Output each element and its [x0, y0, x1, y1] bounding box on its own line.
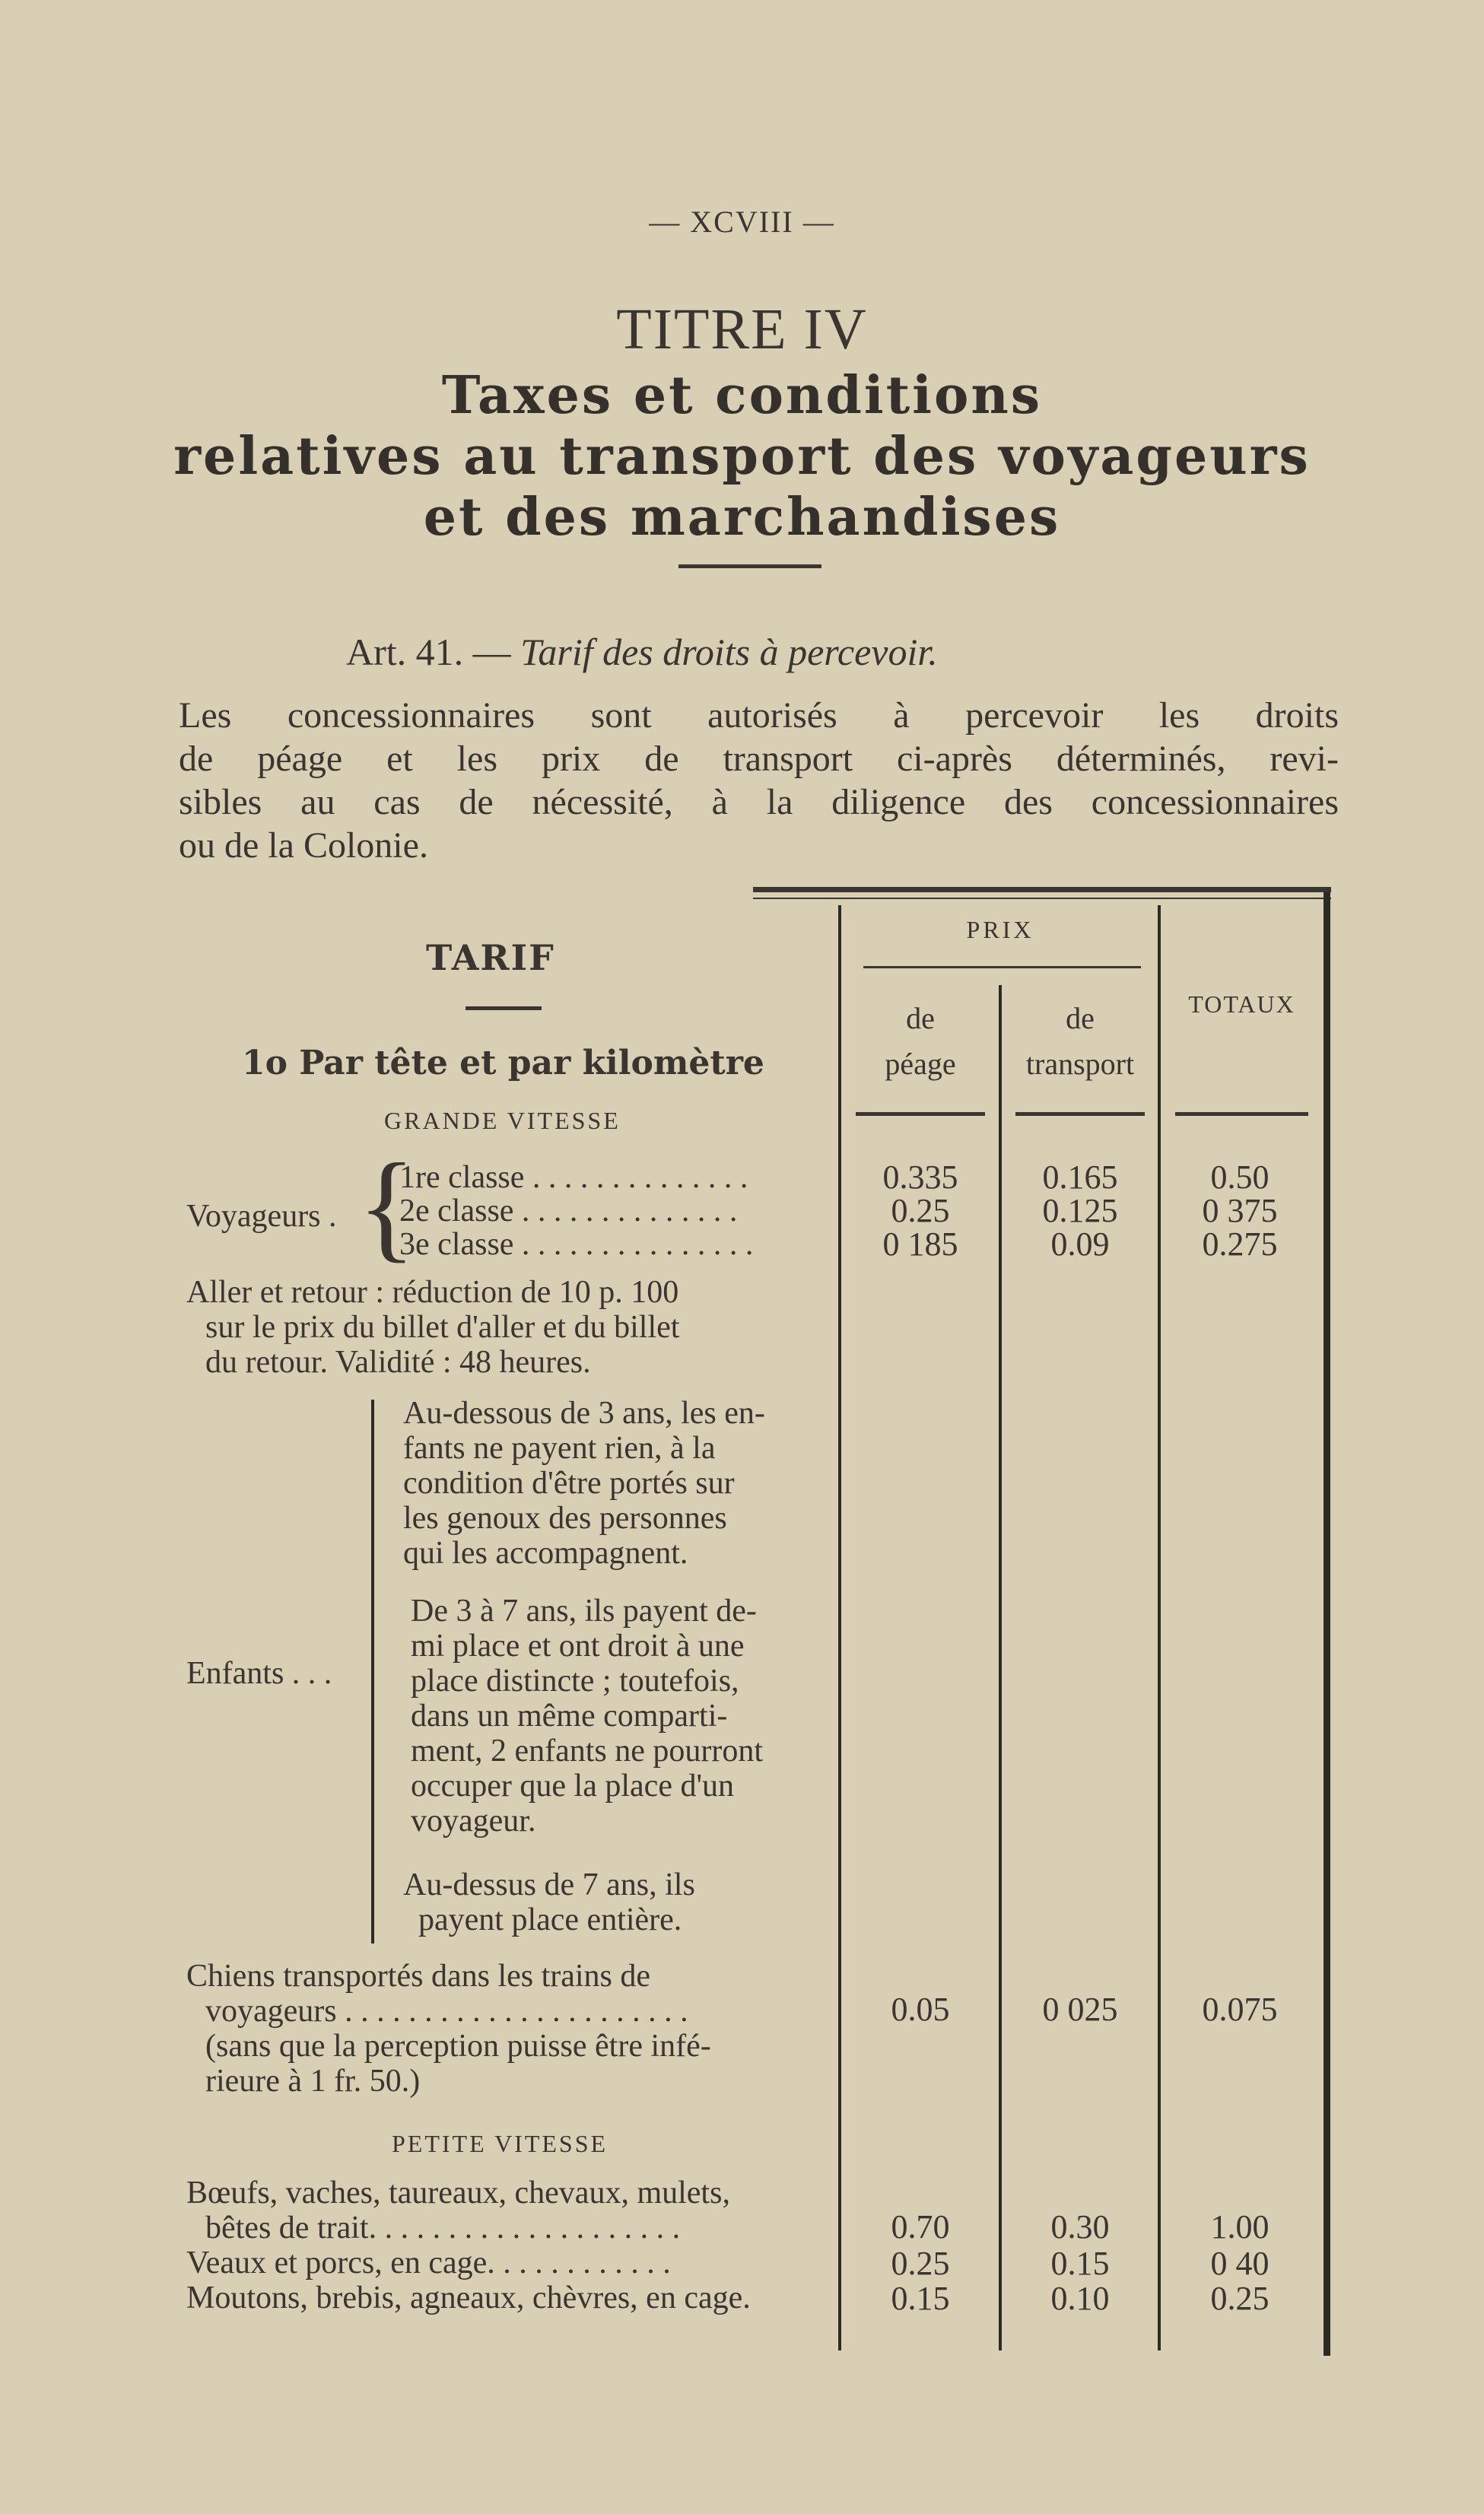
aller-retour-note [186, 1275, 679, 1380]
heading-rule [678, 564, 821, 568]
transport-value: 0.30 [1050, 2208, 1110, 2245]
tarif-rule [466, 1006, 542, 1010]
text-line: Moutons, brebis, agneaux, chèvres, en cage. [186, 2280, 751, 2315]
text-line: les genoux des personnes [403, 1501, 727, 1536]
enfants-label: Enfants . . . [186, 1656, 332, 1691]
note-line: du retour. Validité : 48 heures. [205, 1345, 591, 1380]
peage-header: péage [885, 1047, 956, 1081]
text-line: De 3 à 7 ans, ils payent de- [411, 1594, 757, 1629]
text-line: payent place entière. [418, 1902, 682, 1937]
peage-value: 0.05 [891, 1991, 950, 2028]
text-line: qui les accompagnent. [403, 1536, 688, 1571]
paragraph-line: Les concessionnaires sont autorisés à percevoir les droits [179, 695, 1339, 736]
column-divider [1158, 905, 1161, 2350]
totaux-header: TOTAUX [1188, 990, 1295, 1018]
transport-rule [1015, 1112, 1145, 1116]
totaux-rule [1175, 1112, 1308, 1116]
transport-value: 0.165 [1042, 1158, 1118, 1196]
total-value: 0.275 [1202, 1225, 1278, 1263]
intro-paragraph [179, 694, 1339, 867]
text-line: occuper que la place d'un [411, 1769, 735, 1804]
text-line: ment, 2 enfants ne pourront [411, 1734, 764, 1769]
peage-value: 0.335 [882, 1158, 958, 1196]
heading-line-2: relatives au transport des voyageurs [173, 426, 1311, 487]
petite-row [186, 2176, 730, 2245]
text-line: condition d'être portés sur [403, 1466, 735, 1501]
petite-vitesse-label: PETITE VITESSE [392, 2130, 609, 2157]
transport-de: de [1066, 1001, 1095, 1035]
text-line: fants ne payent rien, à la [403, 1431, 716, 1466]
section-heading: 1o Par tête et par kilomètre [242, 1044, 764, 1082]
paragraph-line: de péage et les prix de transport ci-après déterminés, revi- [179, 739, 1339, 779]
note-line: Aller et retour : réduction de 10 p. 100 [186, 1275, 679, 1310]
enfants-brace [371, 1400, 374, 1944]
text-line: dans un même comparti- [411, 1699, 728, 1734]
enfants-rule-1 [403, 1396, 829, 1571]
total-value: 0 375 [1202, 1192, 1278, 1229]
text-line: Veaux et porcs, en cage. . . . . . . . . . . . [186, 2245, 671, 2280]
prix-rule [863, 966, 1141, 968]
heading-line-3: et des marchandises [423, 487, 1061, 548]
paragraph-line: ou de la Colonie. [179, 825, 428, 866]
article-title [346, 630, 938, 674]
peage-value: 0.70 [891, 2208, 950, 2245]
article-name: Tarif des droits à percevoir. [520, 631, 938, 673]
chiens-row [186, 1959, 711, 2099]
text-line: voyageurs . . . . . . . . . . . . . . . . . . . . . . [205, 1994, 688, 2029]
table-top-rule-thin [753, 898, 1331, 899]
petite-row [186, 2245, 671, 2280]
petite-row [186, 2280, 751, 2315]
transport-value: 0.10 [1050, 2280, 1110, 2317]
tarif-title: TARIF [426, 937, 555, 978]
note-line: sur le prix du billet d'aller et du billet [205, 1310, 680, 1345]
text-line: Bœufs, vaches, taureaux, chevaux, mulets, [186, 2176, 730, 2210]
peage-de: de [906, 1001, 935, 1035]
table-right-border [1324, 892, 1330, 2356]
text-line: rieure à 1 fr. 50.) [205, 2064, 421, 2099]
text-line: mi place et ont droit à une [411, 1629, 745, 1664]
heading-line-1: Taxes et conditions [441, 365, 1043, 426]
titre-heading: TITRE IV [616, 297, 868, 361]
text-line: place distincte ; toutefois, [411, 1664, 739, 1699]
text-line: Chiens transportés dans les trains de [186, 1959, 651, 1994]
peage-value: 0.15 [891, 2280, 950, 2317]
prix-header: PRIX [966, 916, 1034, 943]
total-value: 0.25 [1210, 2280, 1270, 2317]
text-line: bêtes de trait. . . . . . . . . . . . . . . . . . . . [205, 2210, 681, 2245]
voyageurs-label: Voyageurs . [186, 1199, 337, 1234]
page-folio: — XCVIII — [649, 205, 835, 239]
text-line: Au-dessus de 7 ans, ils [403, 1867, 695, 1902]
paragraph-line: sibles au cas de nécessité, à la diligence des concessionnaires [179, 782, 1339, 822]
peage-rule [856, 1112, 985, 1116]
total-value: 0.075 [1202, 1991, 1278, 2028]
column-divider [838, 905, 841, 2350]
transport-value: 0.125 [1042, 1192, 1118, 1229]
peage-value: 0.25 [891, 2245, 950, 2282]
grande-vitesse-label: GRANDE VITESSE [384, 1107, 621, 1134]
text-line: voyageur. [411, 1804, 536, 1839]
peage-value: 0.25 [891, 1192, 950, 1229]
transport-value: 0.15 [1050, 2245, 1110, 2282]
class-label: 1re classe . . . . . . . . . . . . . . [399, 1160, 748, 1195]
voyageurs-brace: { [357, 1138, 416, 1273]
text-line: (sans que la perception puisse être infé- [205, 2029, 711, 2064]
transport-header: transport [1025, 1047, 1135, 1081]
transport-value: 0 025 [1042, 1991, 1118, 2028]
text-line: Au-dessous de 3 ans, les en- [403, 1396, 765, 1431]
enfants-rule-3 [403, 1867, 829, 1937]
class-label: 3e classe . . . . . . . . . . . . . . . [399, 1227, 754, 1262]
total-value: 0 40 [1210, 2245, 1270, 2282]
transport-value: 0.09 [1050, 1225, 1110, 1263]
total-value: 1.00 [1210, 2208, 1270, 2245]
enfants-rule-2 [411, 1594, 829, 1839]
total-value: 0.50 [1210, 1158, 1270, 1196]
column-divider [999, 985, 1002, 2350]
class-label: 2e classe . . . . . . . . . . . . . . [399, 1193, 738, 1228]
table-top-rule [753, 887, 1331, 892]
peage-value: 0 185 [882, 1225, 958, 1263]
article-number: Art. 41. — [346, 631, 511, 673]
